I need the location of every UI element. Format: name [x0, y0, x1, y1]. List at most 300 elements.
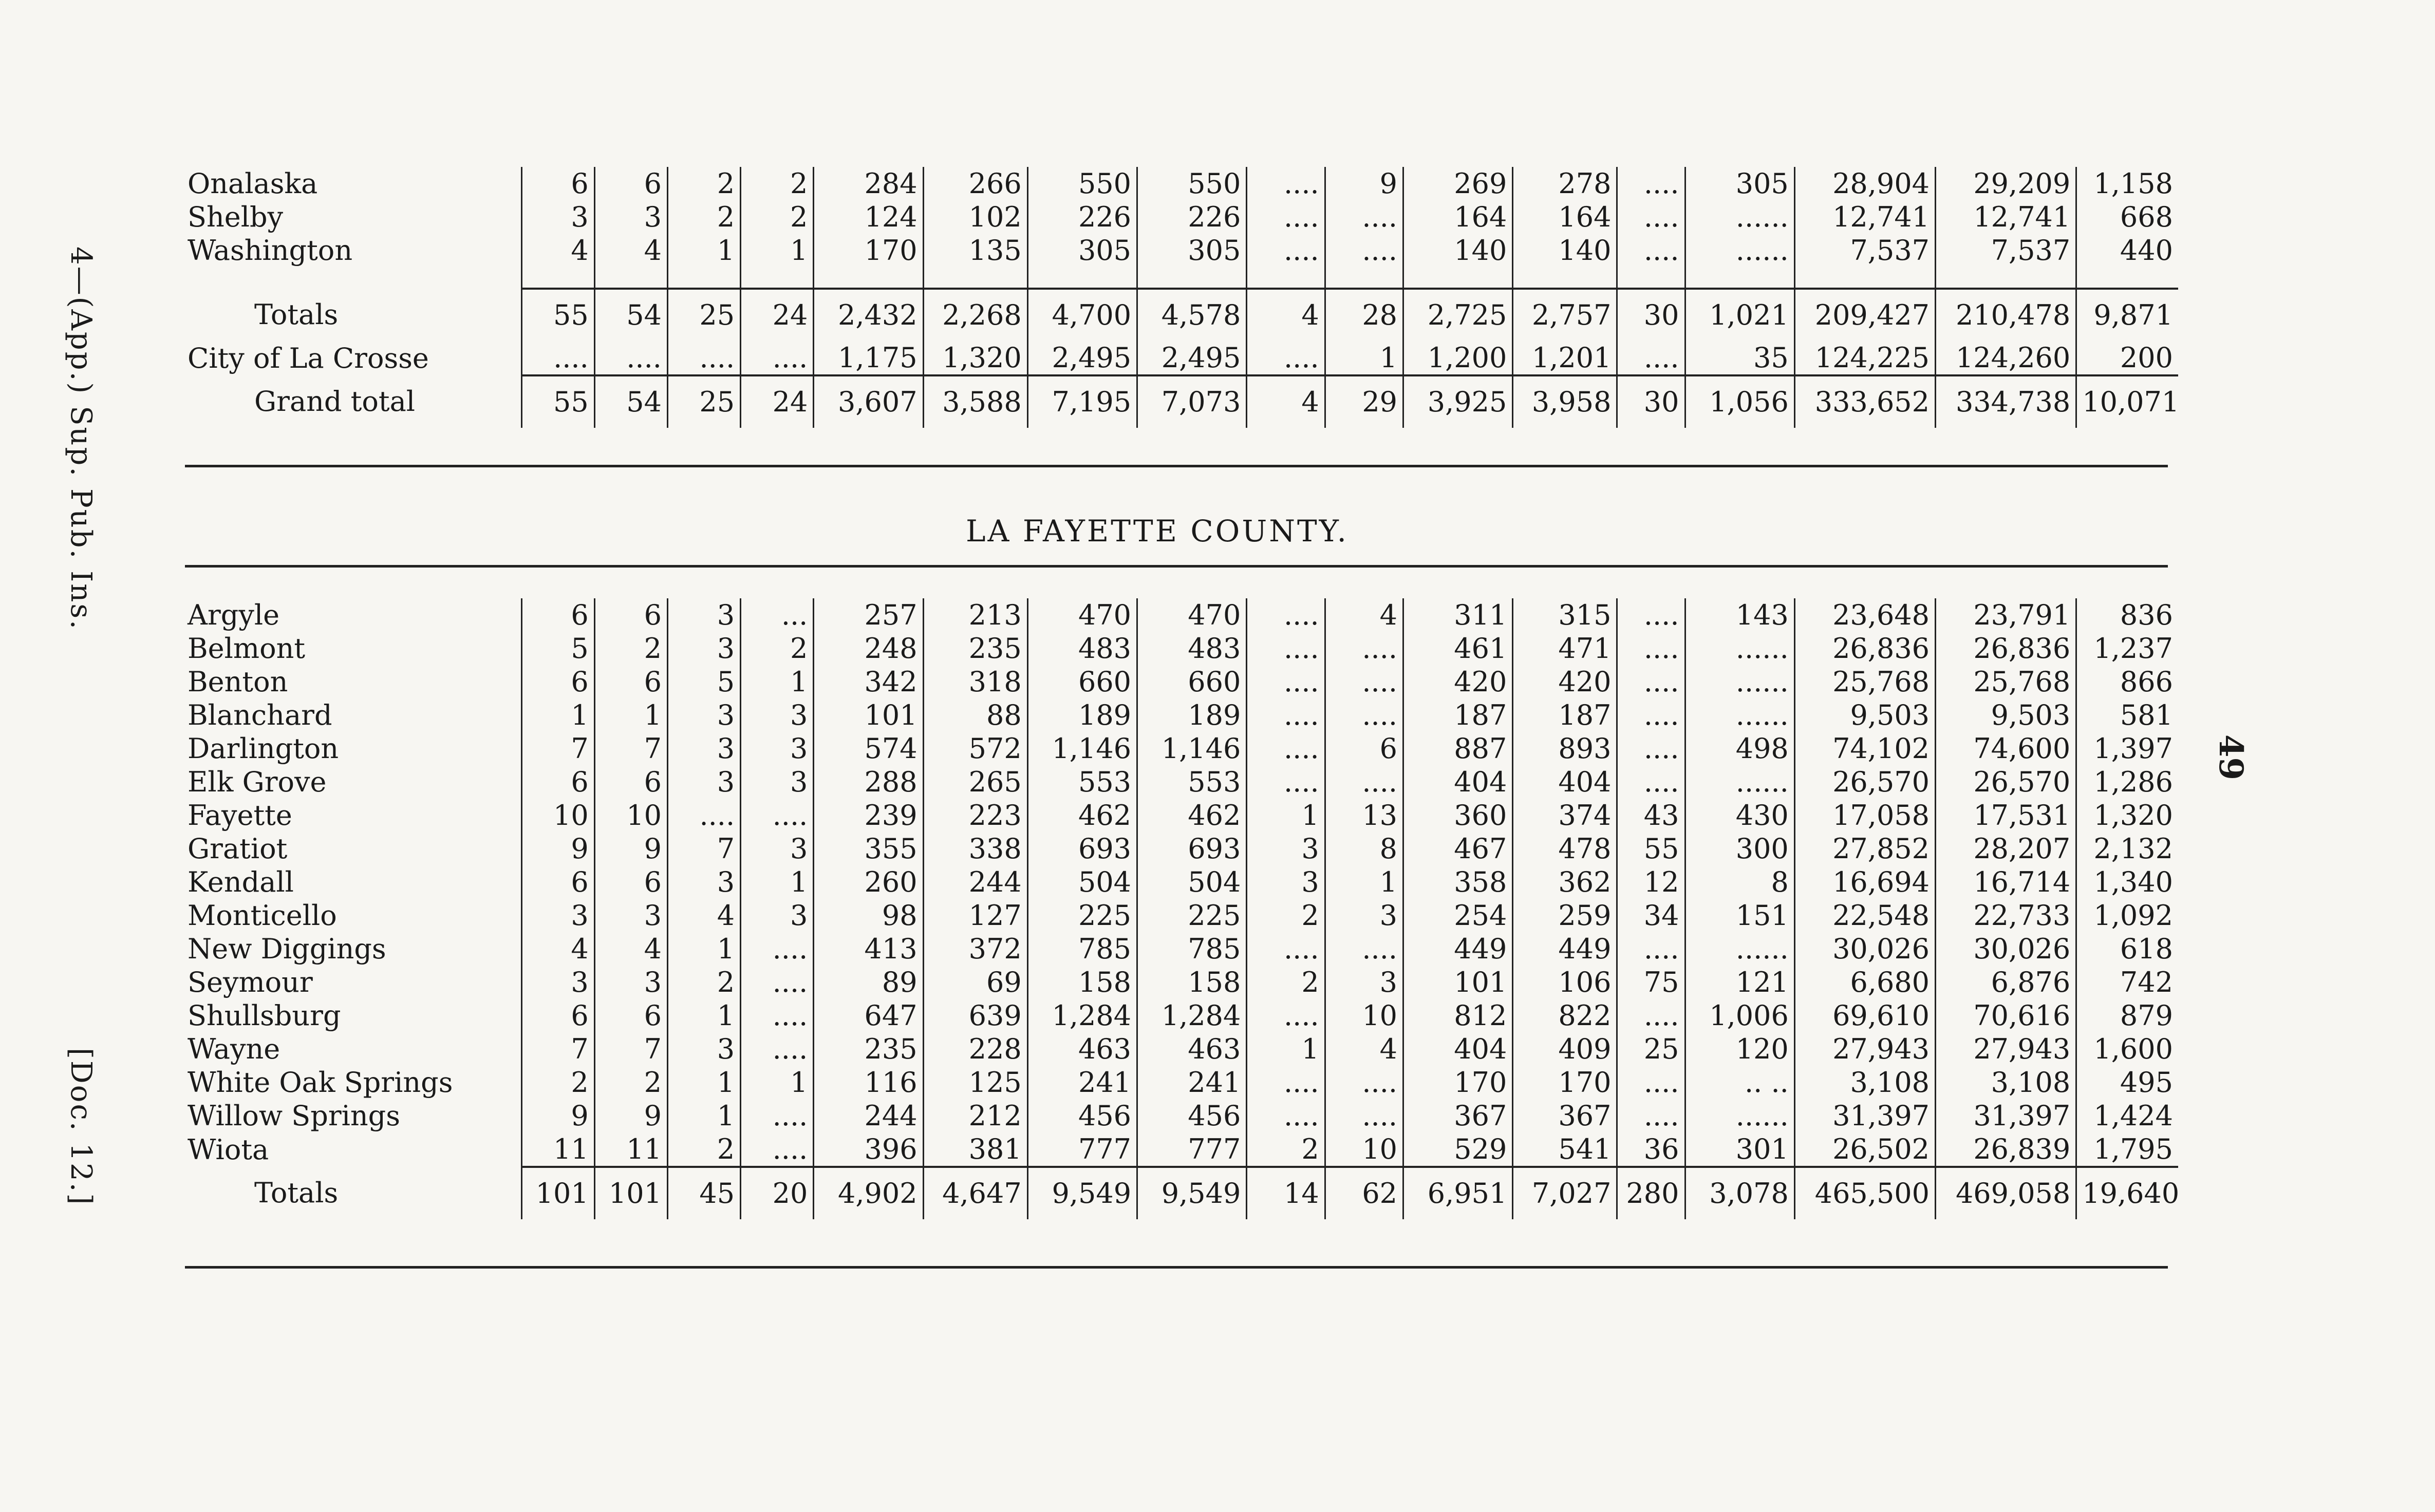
cell-value: 822	[1513, 999, 1617, 1032]
cell-value: ....	[741, 1099, 814, 1132]
cell-value: 367	[1513, 1099, 1617, 1132]
cell-value: 1	[1247, 799, 1325, 832]
cell-value: 3	[741, 899, 814, 932]
cell-value: 34	[1617, 899, 1685, 932]
cell-value: 1	[667, 999, 740, 1032]
cell-value	[1137, 267, 1247, 289]
table-row	[188, 799, 2178, 832]
table-row	[188, 966, 2178, 999]
cell-value: 777	[1137, 1132, 1247, 1167]
cell-value: 1,397	[2093, 732, 2173, 765]
cell-value: ....	[1247, 732, 1325, 765]
cell-value: 226	[1027, 200, 1137, 234]
cell-value	[1513, 267, 1617, 289]
cell-value: 1	[667, 932, 740, 966]
cell-value: 6	[594, 999, 667, 1032]
cell-value: 693	[1137, 832, 1247, 865]
cell-value: 3,078	[1685, 1167, 1794, 1219]
cell-value: 2,432	[814, 289, 923, 341]
cell-value: 20	[741, 1167, 814, 1219]
cell-value: ....	[1617, 632, 1685, 665]
report-title: 4—(App.) Sup. Pub. Ins.	[64, 247, 98, 631]
cell-value: 6	[594, 167, 667, 200]
cell-value: 6	[1325, 732, 1403, 765]
cell-value: 27,943	[1936, 1032, 2076, 1066]
cell-value: 257	[814, 598, 923, 632]
cell-value: ....	[1617, 665, 1685, 698]
cell-value: ....	[1617, 200, 1685, 234]
cell-value: 151	[1685, 899, 1794, 932]
cell-value: 10	[521, 799, 594, 832]
cell-value: 288	[814, 765, 923, 799]
cell-value: 170	[1513, 1066, 1617, 1099]
cell-value: ....	[741, 1032, 814, 1066]
cell-value: 6,876	[1936, 966, 2076, 999]
cell-value: 7	[521, 1032, 594, 1066]
cell-value: 420	[1513, 665, 1617, 698]
cell-value: 26,836	[1794, 632, 1935, 665]
cell-value: 235	[814, 1032, 923, 1066]
row-label: Grand total	[188, 375, 521, 428]
cell-value	[1403, 267, 1513, 289]
cell-value: 26,839	[1936, 1132, 2076, 1167]
document-number: [Doc. 12.]	[64, 1048, 98, 1206]
cell-value: ....	[1617, 732, 1685, 765]
cell-value: 742	[2120, 966, 2173, 998]
cell-value: 3	[1247, 832, 1325, 865]
cell-value	[814, 267, 923, 289]
cell-value: ....	[741, 932, 814, 966]
cell-value: 572	[923, 732, 1027, 765]
cell-value: 1,284	[1027, 999, 1137, 1032]
cell-value: 6	[521, 665, 594, 698]
row-label: White Oak Springs	[188, 1066, 521, 1099]
cell-value: ....	[1247, 167, 1325, 200]
cell-value: 3	[1247, 865, 1325, 899]
cell-value: 23,791	[1936, 598, 2076, 632]
cell-value: 101	[814, 698, 923, 732]
cell-value: 6,680	[1794, 966, 1935, 999]
cell-value: 2	[521, 1066, 594, 1099]
cell-value: ....	[594, 341, 667, 375]
cell-value: 462	[1137, 799, 1247, 832]
cell-value: 1	[1247, 1032, 1325, 1066]
cell-value: ....	[1325, 765, 1403, 799]
cell-value: 102	[923, 200, 1027, 234]
cell-value: 69,610	[1794, 999, 1935, 1032]
cell-value: ....	[741, 799, 814, 832]
cell-value: 121	[1685, 966, 1794, 999]
cell-value: 235	[923, 632, 1027, 665]
cell-value: 430	[1685, 799, 1794, 832]
cell-value: 1,284	[1137, 999, 1247, 1032]
cell-value: 2,495	[1137, 341, 1247, 375]
cell-value: ....	[741, 341, 814, 375]
cell-value: 1,201	[1513, 341, 1617, 375]
cell-value: ....	[1325, 234, 1403, 267]
cell-value: 260	[814, 865, 923, 899]
cell-value: 1,237	[2093, 632, 2173, 665]
cell-value: ....	[1617, 167, 1685, 200]
table-row	[188, 1032, 2178, 1066]
cell-value: 4,647	[923, 1167, 1027, 1219]
cell-value: 210,478	[1936, 289, 2076, 341]
totals-row	[188, 289, 2178, 341]
cell-value: 3,925	[1403, 375, 1513, 428]
cell-value: 9	[521, 832, 594, 865]
cell-value: 374	[1513, 799, 1617, 832]
cell-value	[1325, 267, 1403, 289]
cell-value: 372	[923, 932, 1027, 966]
cell-value: 27,852	[1794, 832, 1935, 865]
cell-value: 1	[741, 665, 814, 698]
section-rule	[185, 1266, 2168, 1269]
cell-value: 315	[1513, 598, 1617, 632]
cell-value: ....	[667, 341, 740, 375]
cell-value: 10	[594, 799, 667, 832]
cell-value: 1,158	[2093, 167, 2173, 200]
cell-value: 16,694	[1794, 865, 1935, 899]
table-row	[188, 200, 2178, 234]
cell-value: 29	[1325, 375, 1403, 428]
cell-value: 55	[521, 375, 594, 428]
cell-value: 213	[923, 598, 1027, 632]
cell-value: ....	[1617, 1099, 1685, 1132]
cell-value: 2	[667, 200, 740, 234]
cell-value: 7,073	[1137, 375, 1247, 428]
cell-value: ....	[1617, 698, 1685, 732]
cell-value: 19,640	[2076, 1167, 2178, 1219]
cell-value: 3	[741, 765, 814, 799]
cell-value: 101	[521, 1167, 594, 1219]
cell-value: 812	[1403, 999, 1513, 1032]
cell-value: 2	[741, 200, 814, 234]
cell-value: 89	[814, 966, 923, 999]
cell-value: 574	[814, 732, 923, 765]
cell-value: 26,570	[1794, 765, 1935, 799]
cell-value: 9,549	[1137, 1167, 1247, 1219]
cell-value: 449	[1403, 932, 1513, 966]
cell-value: 3,958	[1513, 375, 1617, 428]
cell-value: 3	[521, 966, 594, 999]
cell-value: 647	[814, 999, 923, 1032]
cell-value: 4	[1247, 375, 1325, 428]
cell-value: ....	[1617, 234, 1685, 267]
cell-value: 25,768	[1794, 665, 1935, 698]
cell-value: 30	[1617, 375, 1685, 428]
cell-value: ....	[1247, 1099, 1325, 1132]
cell-value: 24	[741, 289, 814, 341]
cell-value: 1,286	[2093, 766, 2173, 798]
cell-value: 362	[1513, 865, 1617, 899]
cell-value: 30,026	[1936, 932, 2076, 966]
cell-value: ....	[1325, 1066, 1403, 1099]
cell-value: 2	[667, 167, 740, 200]
cell-value: 1	[594, 698, 667, 732]
cell-value: 1	[667, 1099, 740, 1132]
row-label: Argyle	[188, 598, 521, 632]
cell-value: 55	[521, 289, 594, 341]
cell-value: 5	[521, 632, 594, 665]
cell-value: 16,714	[1936, 865, 2076, 899]
row-label: Wiota	[188, 1132, 521, 1167]
cell-value: 2,268	[923, 289, 1027, 341]
cell-value: 396	[814, 1132, 923, 1167]
cell-value: 7	[667, 832, 740, 865]
cell-value: 280	[1617, 1167, 1685, 1219]
cell-value: 1	[741, 1066, 814, 1099]
row-label: Wayne	[188, 1032, 521, 1066]
cell-value: 3	[741, 698, 814, 732]
cell-value: 3	[1325, 899, 1403, 932]
cell-value: 836	[2120, 599, 2173, 631]
cell-value: 440	[2120, 234, 2173, 267]
cell-value: 3	[741, 732, 814, 765]
cell-value: ....	[1247, 341, 1325, 375]
cell-value: 6	[521, 865, 594, 899]
cell-value: ......	[1685, 698, 1794, 732]
row-label: Elk Grove	[188, 765, 521, 799]
cell-value: 1	[667, 234, 740, 267]
cell-value: 248	[814, 632, 923, 665]
cell-value: 98	[814, 899, 923, 932]
cell-value: 101	[1403, 966, 1513, 999]
cell-value: 158	[1137, 966, 1247, 999]
table-row	[188, 1099, 2178, 1132]
table-row	[188, 865, 2178, 899]
cell-value: 893	[1513, 732, 1617, 765]
cell-value: 2,495	[1027, 341, 1137, 375]
cell-value: 62	[1325, 1167, 1403, 1219]
row-label: Willow Springs	[188, 1099, 521, 1132]
cell-value: 8	[1325, 832, 1403, 865]
cell-value: .. ..	[1685, 1066, 1794, 1099]
table-row	[188, 698, 2178, 732]
cell-value: 11	[521, 1132, 594, 1167]
cell-value: ......	[1685, 234, 1794, 267]
cell-value: 1,424	[2093, 1100, 2173, 1132]
cell-value: 22,548	[1794, 899, 1935, 932]
cell-value	[667, 267, 740, 289]
cell-value: 553	[1027, 765, 1137, 799]
cell-value: ....	[1325, 200, 1403, 234]
cell-value	[741, 267, 814, 289]
cell-value: 69	[923, 966, 1027, 999]
cell-value: 28,207	[1936, 832, 2076, 865]
cell-value: 200	[2120, 342, 2173, 374]
totals-row	[188, 1167, 2178, 1219]
cell-value: 266	[923, 167, 1027, 200]
cell-value: 6	[594, 865, 667, 899]
cell-value: 3	[1325, 966, 1403, 999]
cell-value: 3	[594, 966, 667, 999]
cell-value: 413	[814, 932, 923, 966]
cell-value: 785	[1137, 932, 1247, 966]
cell-value: 25,768	[1936, 665, 2076, 698]
cell-value: 254	[1403, 899, 1513, 932]
cell-value: 342	[814, 665, 923, 698]
cell-value: 660	[1027, 665, 1137, 698]
cell-value: 17,531	[1936, 799, 2076, 832]
cell-value: 9,503	[1794, 698, 1935, 732]
cell-value: 355	[814, 832, 923, 865]
cell-value: 116	[814, 1066, 923, 1099]
cell-value: 777	[1027, 1132, 1137, 1167]
cell-value: 9	[521, 1099, 594, 1132]
cell-value: 9,503	[1936, 698, 2076, 732]
cell-value: ......	[1685, 200, 1794, 234]
cell-value: 358	[1403, 865, 1513, 899]
cell-value: 26,502	[1794, 1132, 1935, 1167]
cell-value	[1617, 267, 1685, 289]
cell-value: 2,725	[1403, 289, 1513, 341]
cell-value: 887	[1403, 732, 1513, 765]
cell-value: 10	[1325, 999, 1403, 1032]
cell-value: 470	[1027, 598, 1137, 632]
row-label	[188, 267, 521, 289]
cell-value: 3	[667, 598, 740, 632]
cell-value: 12,741	[1794, 200, 1935, 234]
cell-value: 866	[2120, 666, 2173, 698]
table-row	[188, 632, 2178, 665]
cell-value: 1,006	[1685, 999, 1794, 1032]
cell-value: 334,738	[1936, 375, 2076, 428]
cell-value: 639	[923, 999, 1027, 1032]
cell-value: 31,397	[1936, 1099, 2076, 1132]
cell-value: 6	[521, 598, 594, 632]
cell-value: ....	[741, 1132, 814, 1167]
table-row	[188, 341, 2178, 375]
cell-value: 456	[1027, 1099, 1137, 1132]
cell-value: 1	[741, 234, 814, 267]
cell-value: 1,200	[1403, 341, 1513, 375]
la-fayette-table	[188, 598, 2178, 1219]
cell-value: 1	[741, 865, 814, 899]
cell-value: 456	[1137, 1099, 1247, 1132]
cell-value: ....	[741, 999, 814, 1032]
cell-value: 6	[521, 999, 594, 1032]
cell-value: 10,071	[2076, 375, 2178, 428]
cell-value: ......	[1685, 665, 1794, 698]
cell-value: 74,600	[1936, 732, 2076, 765]
cell-value: 54	[594, 289, 667, 341]
row-label: Fayette	[188, 799, 521, 832]
cell-value: 164	[1403, 200, 1513, 234]
cell-value: 228	[923, 1032, 1027, 1066]
cell-value: 225	[1137, 899, 1247, 932]
cell-value: 11	[594, 1132, 667, 1167]
cell-value: 226	[1137, 200, 1247, 234]
cell-value: ....	[1247, 932, 1325, 966]
cell-value: 318	[923, 665, 1027, 698]
cell-value: 1	[1325, 341, 1403, 375]
cell-value: 244	[923, 865, 1027, 899]
cell-value: 1,320	[923, 341, 1027, 375]
cell-value: ....	[521, 341, 594, 375]
cell-value: 244	[814, 1099, 923, 1132]
cell-value: 8	[1685, 865, 1794, 899]
cell-value: 25	[667, 375, 740, 428]
cell-value: 467	[1403, 832, 1513, 865]
row-label: Totals	[188, 289, 521, 341]
cell-value: 4	[667, 899, 740, 932]
cell-value: ....	[1247, 665, 1325, 698]
cell-value: 420	[1403, 665, 1513, 698]
cell-value: 45	[667, 1167, 740, 1219]
cell-value: 1,021	[1685, 289, 1794, 341]
cell-value: 225	[1027, 899, 1137, 932]
cell-value: 17,058	[1794, 799, 1935, 832]
cell-value	[2076, 267, 2178, 289]
cell-value: 305	[1027, 234, 1137, 267]
row-label: Monticello	[188, 899, 521, 932]
cell-value: 124	[814, 200, 923, 234]
cell-value: 6	[521, 765, 594, 799]
cell-value: 189	[1137, 698, 1247, 732]
cell-value: 164	[1513, 200, 1617, 234]
cell-value: 3	[667, 632, 740, 665]
cell-value: 55	[1617, 832, 1685, 865]
cell-value: 7	[594, 732, 667, 765]
cell-value: 404	[1403, 1032, 1513, 1066]
cell-value: 158	[1027, 966, 1137, 999]
cell-value: 6	[594, 665, 667, 698]
grand-total-row	[188, 375, 2178, 428]
cell-value: 223	[923, 799, 1027, 832]
table-row	[188, 234, 2178, 267]
cell-value: 124,260	[1936, 341, 2076, 375]
cell-value: 140	[1513, 234, 1617, 267]
cell-value: ......	[1685, 1099, 1794, 1132]
cell-value: 9,549	[1027, 1167, 1137, 1219]
cell-value: 35	[1685, 341, 1794, 375]
cell-value: 143	[1685, 598, 1794, 632]
cell-value: 30,026	[1794, 932, 1935, 966]
row-label: Kendall	[188, 865, 521, 899]
cell-value: 3,108	[1936, 1066, 2076, 1099]
cell-value: 2	[594, 632, 667, 665]
cell-value: 265	[923, 765, 1027, 799]
table-row	[188, 732, 2178, 765]
cell-value: 4	[1325, 598, 1403, 632]
cell-value: 170	[1403, 1066, 1513, 1099]
cell-value: 879	[2120, 999, 2173, 1032]
cell-value: 4	[594, 234, 667, 267]
cell-value: 4,902	[814, 1167, 923, 1219]
cell-value: ....	[1617, 765, 1685, 799]
cell-value: 43	[1617, 799, 1685, 832]
cell-value: 3	[667, 865, 740, 899]
cell-value: 1,320	[2093, 799, 2173, 831]
table-row	[188, 1066, 2178, 1099]
cell-value: 300	[1685, 832, 1794, 865]
cell-value: 2	[667, 966, 740, 999]
cell-value: 1,795	[2093, 1133, 2173, 1165]
cell-value: ....	[1247, 1066, 1325, 1099]
page-number: 49	[2212, 734, 2250, 781]
cell-value: 2	[1247, 1132, 1325, 1167]
cell-value: 125	[923, 1066, 1027, 1099]
row-label: Totals	[188, 1167, 521, 1219]
row-label: Gratiot	[188, 832, 521, 865]
row-label: Washington	[188, 234, 521, 267]
cell-value: ....	[1325, 632, 1403, 665]
table-row	[188, 167, 2178, 200]
cell-value: 1,146	[1137, 732, 1247, 765]
cell-value: 471	[1513, 632, 1617, 665]
cell-value: 1,092	[2093, 899, 2173, 932]
cell-value: 135	[923, 234, 1027, 267]
